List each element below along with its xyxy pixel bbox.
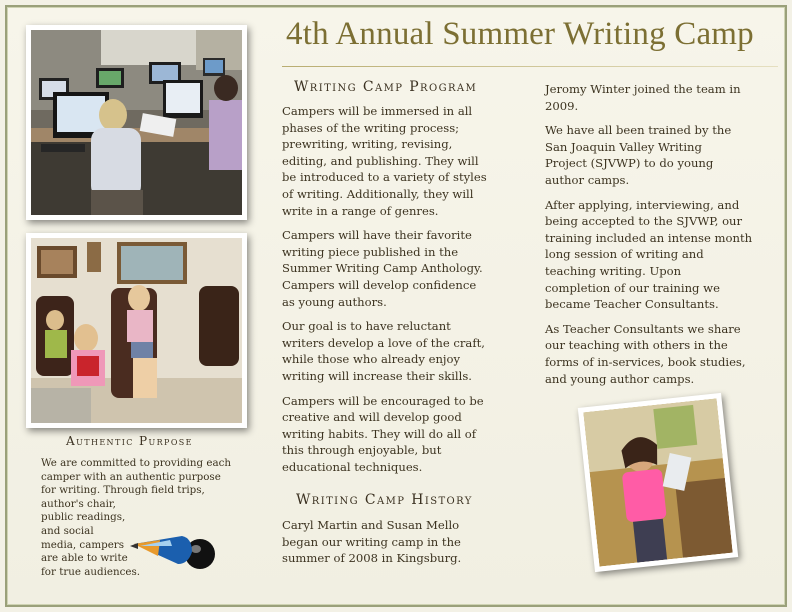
text-line: and social [41, 524, 94, 537]
program-paragraph: Campers will be encouraged to be creative and will develop good writing habits. They will do all of this through enjoyable, but educational techniques. [282, 393, 484, 474]
text-line: author's chair, [41, 497, 116, 510]
program-column [282, 103, 502, 483]
text-line: We are committed to providing each [41, 457, 232, 469]
text-line: for writing. Through field trips, [41, 484, 205, 497]
program-paragraph: Campers will have their favorite writing piece published in the Summer Writing Camp Anthology. Campers will develop confidence as young authors. [282, 228, 483, 309]
history-paragraph: We have all been trained by the San Joaquin Valley Writing Project (SJVWP) to do young author camps. [545, 123, 732, 187]
authors-chair-illustration [31, 238, 242, 423]
program-paragraph: Campers will be immersed in all phases of the writing process; prewriting, writing, revising, editing, and publishing. They will be introduced to a variety of styles of writing. Additionally, they will write in a range of genres. [282, 104, 487, 218]
girl-reading-photo [578, 393, 738, 572]
history-column-continued [545, 81, 775, 395]
history-column-start [282, 517, 502, 575]
writing-camp-program-heading: Writing Camp Program [294, 79, 478, 95]
text-line: camper with an authentic purpose [41, 470, 221, 483]
text-line: public readings, [41, 511, 126, 524]
history-paragraph: After applying, interviewing, and being accepted to the SJVWP, our training included an intense month long session of writing and teaching writing. Upon completion of our training we became Teacher Consultants. [545, 197, 753, 312]
computer-lab-photo [26, 25, 247, 220]
girl-reading-illustration [583, 398, 732, 566]
history-paragraph: As Teacher Consultants we share our teaching with others in the forms of in-services, book studies, and young author camps. [545, 321, 746, 386]
history-paragraph: Caryl Martin and Susan Mello began our writing camp in the summer of 2008 in Kingsburg. [282, 518, 462, 566]
program-paragraph: Our goal is to have reluctant writers develop a love of the craft, while those who already enjoy writing will increase their skills. [282, 319, 485, 383]
text-line: for true audiences. [41, 565, 141, 578]
text-line: media, campers [41, 538, 124, 551]
text-line: are able to write [41, 552, 128, 565]
computer-lab-illustration [31, 30, 242, 215]
authors-chair-photo [26, 233, 247, 428]
title-divider [282, 66, 778, 67]
page-title: 4th Annual Summer Writing Camp [286, 16, 754, 52]
history-paragraph: Jeromy Winter joined the team in 2009. [545, 82, 741, 113]
writing-camp-history-heading: Writing Camp History [296, 492, 473, 508]
authentic-purpose-heading: Authentic Purpose [66, 434, 193, 448]
authentic-purpose-text [41, 457, 231, 579]
